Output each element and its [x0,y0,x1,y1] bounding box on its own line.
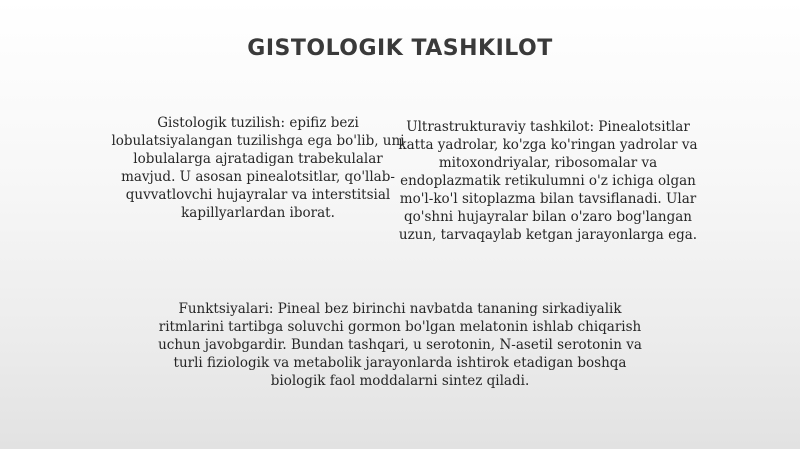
ultrastructural-organization-text: Ultrastrukturaviy tashkilot: Pinealotsitlar katta yadrolar, ko'zga ko'ringan yadrolar va mitoxondriyalar, ribosomalar va endoplazmatik retikulumni o'z ichiga olgan mo'l-ko'l sitoplazma bilan tavsiflanadi. Ular qo'shni hujayralar bilan o'zaro bog'langan uzun, tarvaqaylab ketgan jarayonlarga ega. [398,119,698,243]
functions-text: Funktsiyalari: Pineal bez birinchi navbatda tananing sirkadiyalik ritmlarini tartibga soluvchi gormon bo'lgan melatonin ishlab chiqarish uchun javobgardir. Bundan tashqari, u serotonin, N-asetil serotonin va turli fiziologik va metabolik jarayonlarda ishtirok etadigan boshqa biologik faol moddalarni sintez qiladi. [158,301,642,389]
histological-structure-text: Gistologik tuzilish: epifiz bezi lobulatsiyalangan tuzilishga ega bo'lib, uni lobulalarga ajratadigan trabekulalar mavjud. U asosan pinealotsitlar, qo'llab-quvvatlovchi hujayralar va interstitsial kapillyarlardan iborat. [111,115,405,221]
slide-title: GISTOLOGIK TASHKILOT [247,36,553,61]
